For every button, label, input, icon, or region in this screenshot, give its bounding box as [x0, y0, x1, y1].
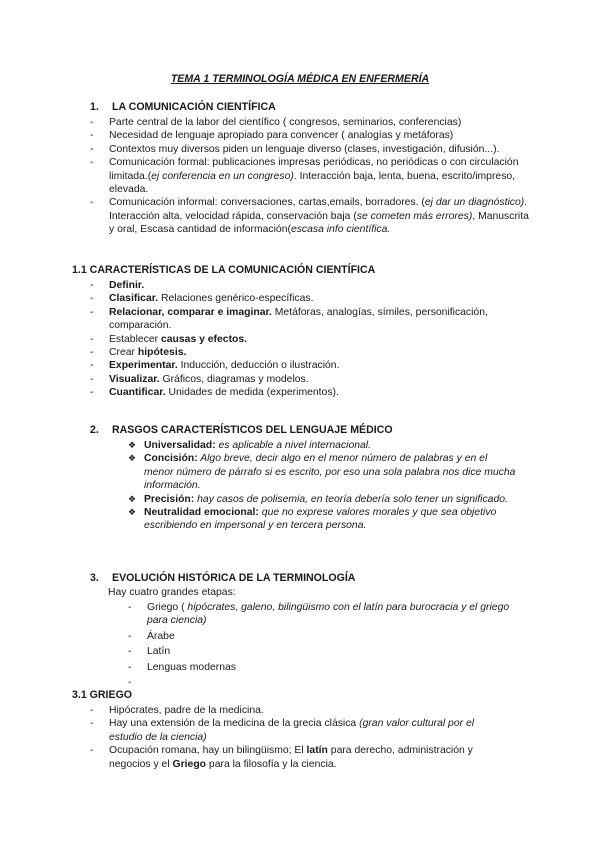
list-item: - Contextos muy diversos piden un lenguaje diverso (clases, investigación, difusión...).	[90, 143, 500, 155]
list-item: - Ocupación romana, hay un bilingüismo; El latín para derecho, administración y negocios y el Griego para la filosofía y la ciencia.	[90, 745, 473, 770]
list-item: - Latín	[128, 646, 171, 658]
section-1-1-list	[90, 279, 530, 400]
list-item: - Árabe	[128, 630, 175, 642]
list-item: - Clasificar. Relaciones genérico-específicas.	[90, 293, 314, 305]
section-1-heading	[90, 101, 276, 113]
section-2-list	[128, 439, 516, 533]
document-title: TEMA 1 TERMINOLOGÍA MÉDICA EN ENFERMERÍA	[170, 73, 430, 85]
section-number: 3.	[90, 572, 99, 584]
list-item: ❖ Neutralidad emocional: que no exprese valores morales y que sea objetivo escribiendo en impersonal y en tercera persona.	[128, 507, 497, 532]
list-item: - Hay una extensión de la medicina de la grecia clásica (gran valor cultural por el estudio de la ciencia)	[90, 718, 475, 743]
list-item: - Lenguas modernas	[128, 661, 236, 673]
list-item: - Griego ( hipócrates, galeno, bilingüismo con el latín para burocracia y el griego para ciencia)	[128, 602, 510, 627]
list-item: - Comunicación informal: conversaciones, cartas,emails, borradores. (ej dar un diagnóstico). Interacción alta, velocidad rápida, conservación baja (se cometen más errores), Manuscrita y oral, Escasa cantidad de información(escasa info científica.	[90, 197, 529, 236]
list-item: - Cuantificar. Unidades de medida (experimentos).	[90, 387, 339, 399]
section-3-list: - Griego ( hipócrates, galeno, bilingüismo con el latín para burocracia y el griego para ciencia) - Árabe - Latín - Lenguas modernas -	[128, 601, 520, 676]
list-item: - Hipócrates, padre de la medicina.	[90, 705, 264, 716]
list-item: - Comunicación formal: publicaciones impresas periódicas, no periódicas o con circulación limitada.(ej conferencia en un congreso). Interacción baja, lenta, buena, escrito/impreso, elevada.	[90, 157, 519, 196]
list-item: - Definir.	[90, 280, 145, 291]
section-3-heading	[90, 572, 355, 584]
section-number: 2.	[90, 424, 99, 436]
section-3-1-heading: 3.1 GRIEGO	[72, 689, 133, 701]
diamond-bullet-icon: ❖	[128, 440, 137, 450]
list-item: - Establecer causas y efectos.	[90, 333, 248, 345]
section-title: RASGOS CARACTERÍSTICOS DEL LENGUAJE MÉDICO	[112, 424, 393, 436]
list-item: - Experimentar. Inducción, deducción o ilustración.	[90, 360, 340, 372]
section-3-intro: Hay cuatro grandes etapas:	[108, 587, 236, 598]
list-item: ❖ Precisión: hay casos de polisemia, en teoría debería solo tener un significado.	[128, 493, 508, 505]
list-item: - Crear hipótesis.	[90, 347, 187, 359]
section-1-1-heading: 1.1 CARACTERÍSTICAS DE LA COMUNICACIÓN CIENTÍFICA	[72, 264, 376, 276]
section-3-1-list	[90, 704, 510, 771]
section-1-list	[90, 116, 530, 237]
section-2-heading	[90, 424, 393, 436]
section-number: 1.	[90, 101, 99, 113]
section-title: EVOLUCIÓN HISTÓRICA DE LA TERMINOLOGÍA	[112, 572, 356, 584]
list-item: - Relacionar, comparar e imaginar. Metáforas, analogías, símiles, personificación, comparación.	[90, 306, 488, 332]
list-item: ❖ Concisión: Algo breve, decir algo en el menor número de palabras y en el menor número de párrafo si es escrito, por eso una sola palabra nos dice mucha información.	[128, 453, 516, 492]
diamond-bullet-icon: ❖	[128, 507, 137, 518]
list-item: - Parte central de la labor del científico ( congresos, seminarios, conferencias)	[90, 117, 462, 128]
list-item: ❖ Universalidad: es aplicable a nivel internacional.	[128, 440, 371, 451]
diamond-bullet-icon: ❖	[128, 453, 137, 464]
list-item: - Visualizar. Gráficos, diagramas y modelos.	[90, 373, 309, 385]
section-title: LA COMUNICACIÓN CIENTÍFICA	[112, 101, 276, 113]
list-item: - Necesidad de lenguaje apropiado para convencer ( analogías y metáforas)	[90, 130, 454, 142]
diamond-bullet-icon: ❖	[128, 493, 137, 504]
